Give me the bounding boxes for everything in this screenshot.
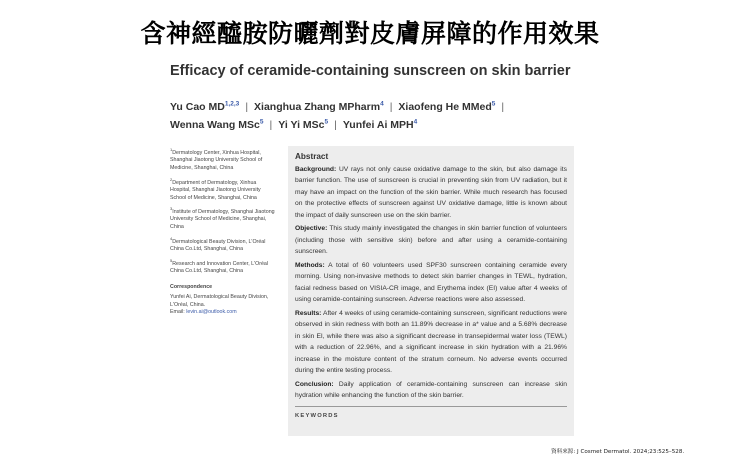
author-list — [170, 96, 580, 133]
abstract-box — [288, 146, 574, 436]
abstract-objective: Objective: This study mainly investigated the changes in skin barrier function of volunteers (including those with sensitive skin) before and after using a ceramide-containing sunscreen. — [295, 225, 567, 255]
author-separator: | — [245, 100, 249, 113]
affiliation: $^4$Dermatological Beauty Division, L'Oréal China Co.Ltd, Shanghai, China — [170, 235, 266, 252]
source-citation: 資料來源: J Cosmet Dermatol. 2024;23:525–528. — [551, 449, 685, 455]
abstract-methods: Methods: A total of 60 volunteers used SPF30 sunscreen containing ceramide every morning. Using non-invasive methods to detect skin barrier changes in TEWL, hydration, facial redness based on VISIA-CR image, and Erythema index (EI) value after 4 weeks of using ceramide-containing sunscreen. Adverse reactions were also assessed. — [295, 261, 567, 303]
author: Yunfei Ai MPH$^4$ — [342, 118, 418, 131]
author: Yi Yi MSc$^5$ — [278, 118, 329, 131]
slide-title: 含神經醯胺防曬劑對皮膚屏障的作用效果 — [140, 19, 600, 48]
keywords-divider — [295, 406, 567, 423]
author-line-2 — [170, 115, 580, 134]
affiliation: $^5$Research and Innovation Center, L'Oréal China Co.Ltd, Shanghai, China — [170, 257, 269, 274]
abstract-heading: Abstract — [295, 152, 329, 161]
paper-page — [160, 58, 580, 436]
author-line-1 — [170, 96, 580, 115]
email-link[interactable]: levin.ai@outlook.com — [186, 309, 237, 316]
abstract-background: Background: UV rays not only cause oxidative damage to the skin, but also damage its barrier function. The use of sunscreen is crucial in preventing skin from UV radiation, but it may have an impact on the function of the skin barrier. While much research has focused on the protective effects of sunscreen against UV oxidative damage, little is known about the impact of daily sunscreen use on the skin barrier. — [295, 165, 567, 219]
author: Wenna Wang MSc$^5$ — [170, 118, 264, 131]
author: Xiaofeng He MMed$^5$ — [398, 100, 496, 113]
paper-title: Efficacy of ceramide-containing sunscreen on skin barrier — [170, 63, 571, 79]
correspondence-body: Yunfei Ai, Dermatological Beauty Division, L'Oréal, China. Email: levin.ai@outlook.com — [170, 294, 269, 316]
affiliations — [170, 146, 278, 320]
author: Yu Cao MD$^{1,2,3}$ — [170, 100, 240, 113]
correspondence-heading: Correspondence — [170, 283, 213, 290]
affiliation: $^1$Dermatology Center, Xinhua Hospital, Shanghai Jiaotong University School of Medicine, Shanghai, China — [170, 147, 263, 171]
affiliation: $^2$Department of Dermatology, Xinhua Hospital, Shanghai Jiaotong University School of Medicine, Shanghai, China — [170, 176, 261, 201]
author-separator: | — [269, 119, 273, 131]
author-separator: | — [389, 100, 393, 113]
affiliation: $^3$Institute of Dermatology, Shanghai Jiaotong University School of Medicine, Shanghai, China — [170, 206, 275, 231]
keywords-heading: KEYWORDS — [295, 412, 339, 419]
author: Xianghua Zhang MPharm$^4$ — [254, 100, 384, 113]
abstract-results: Results: After 4 weeks of using ceramide-containing sunscreen, significant reductions were observed in skin redness with both an 11.89% decrease in a* value and a 5.68% decrease in skin EI, while there was also a significant decrease in transepidermal water loss (TEWL) with a reduction of 22.96%, and a significant increase in skin hydration with a 21.96% increase in the moisture content of the stratum corneum. No adverse events occurred during the entire testing process. — [295, 309, 567, 374]
author-separator: | — [501, 100, 505, 113]
author-separator: | — [334, 119, 337, 131]
abstract-conclusion: Conclusion: Daily application of ceramide-containing sunscreen can increase skin hydration while enhancing the function of the skin barrier. — [295, 380, 568, 399]
